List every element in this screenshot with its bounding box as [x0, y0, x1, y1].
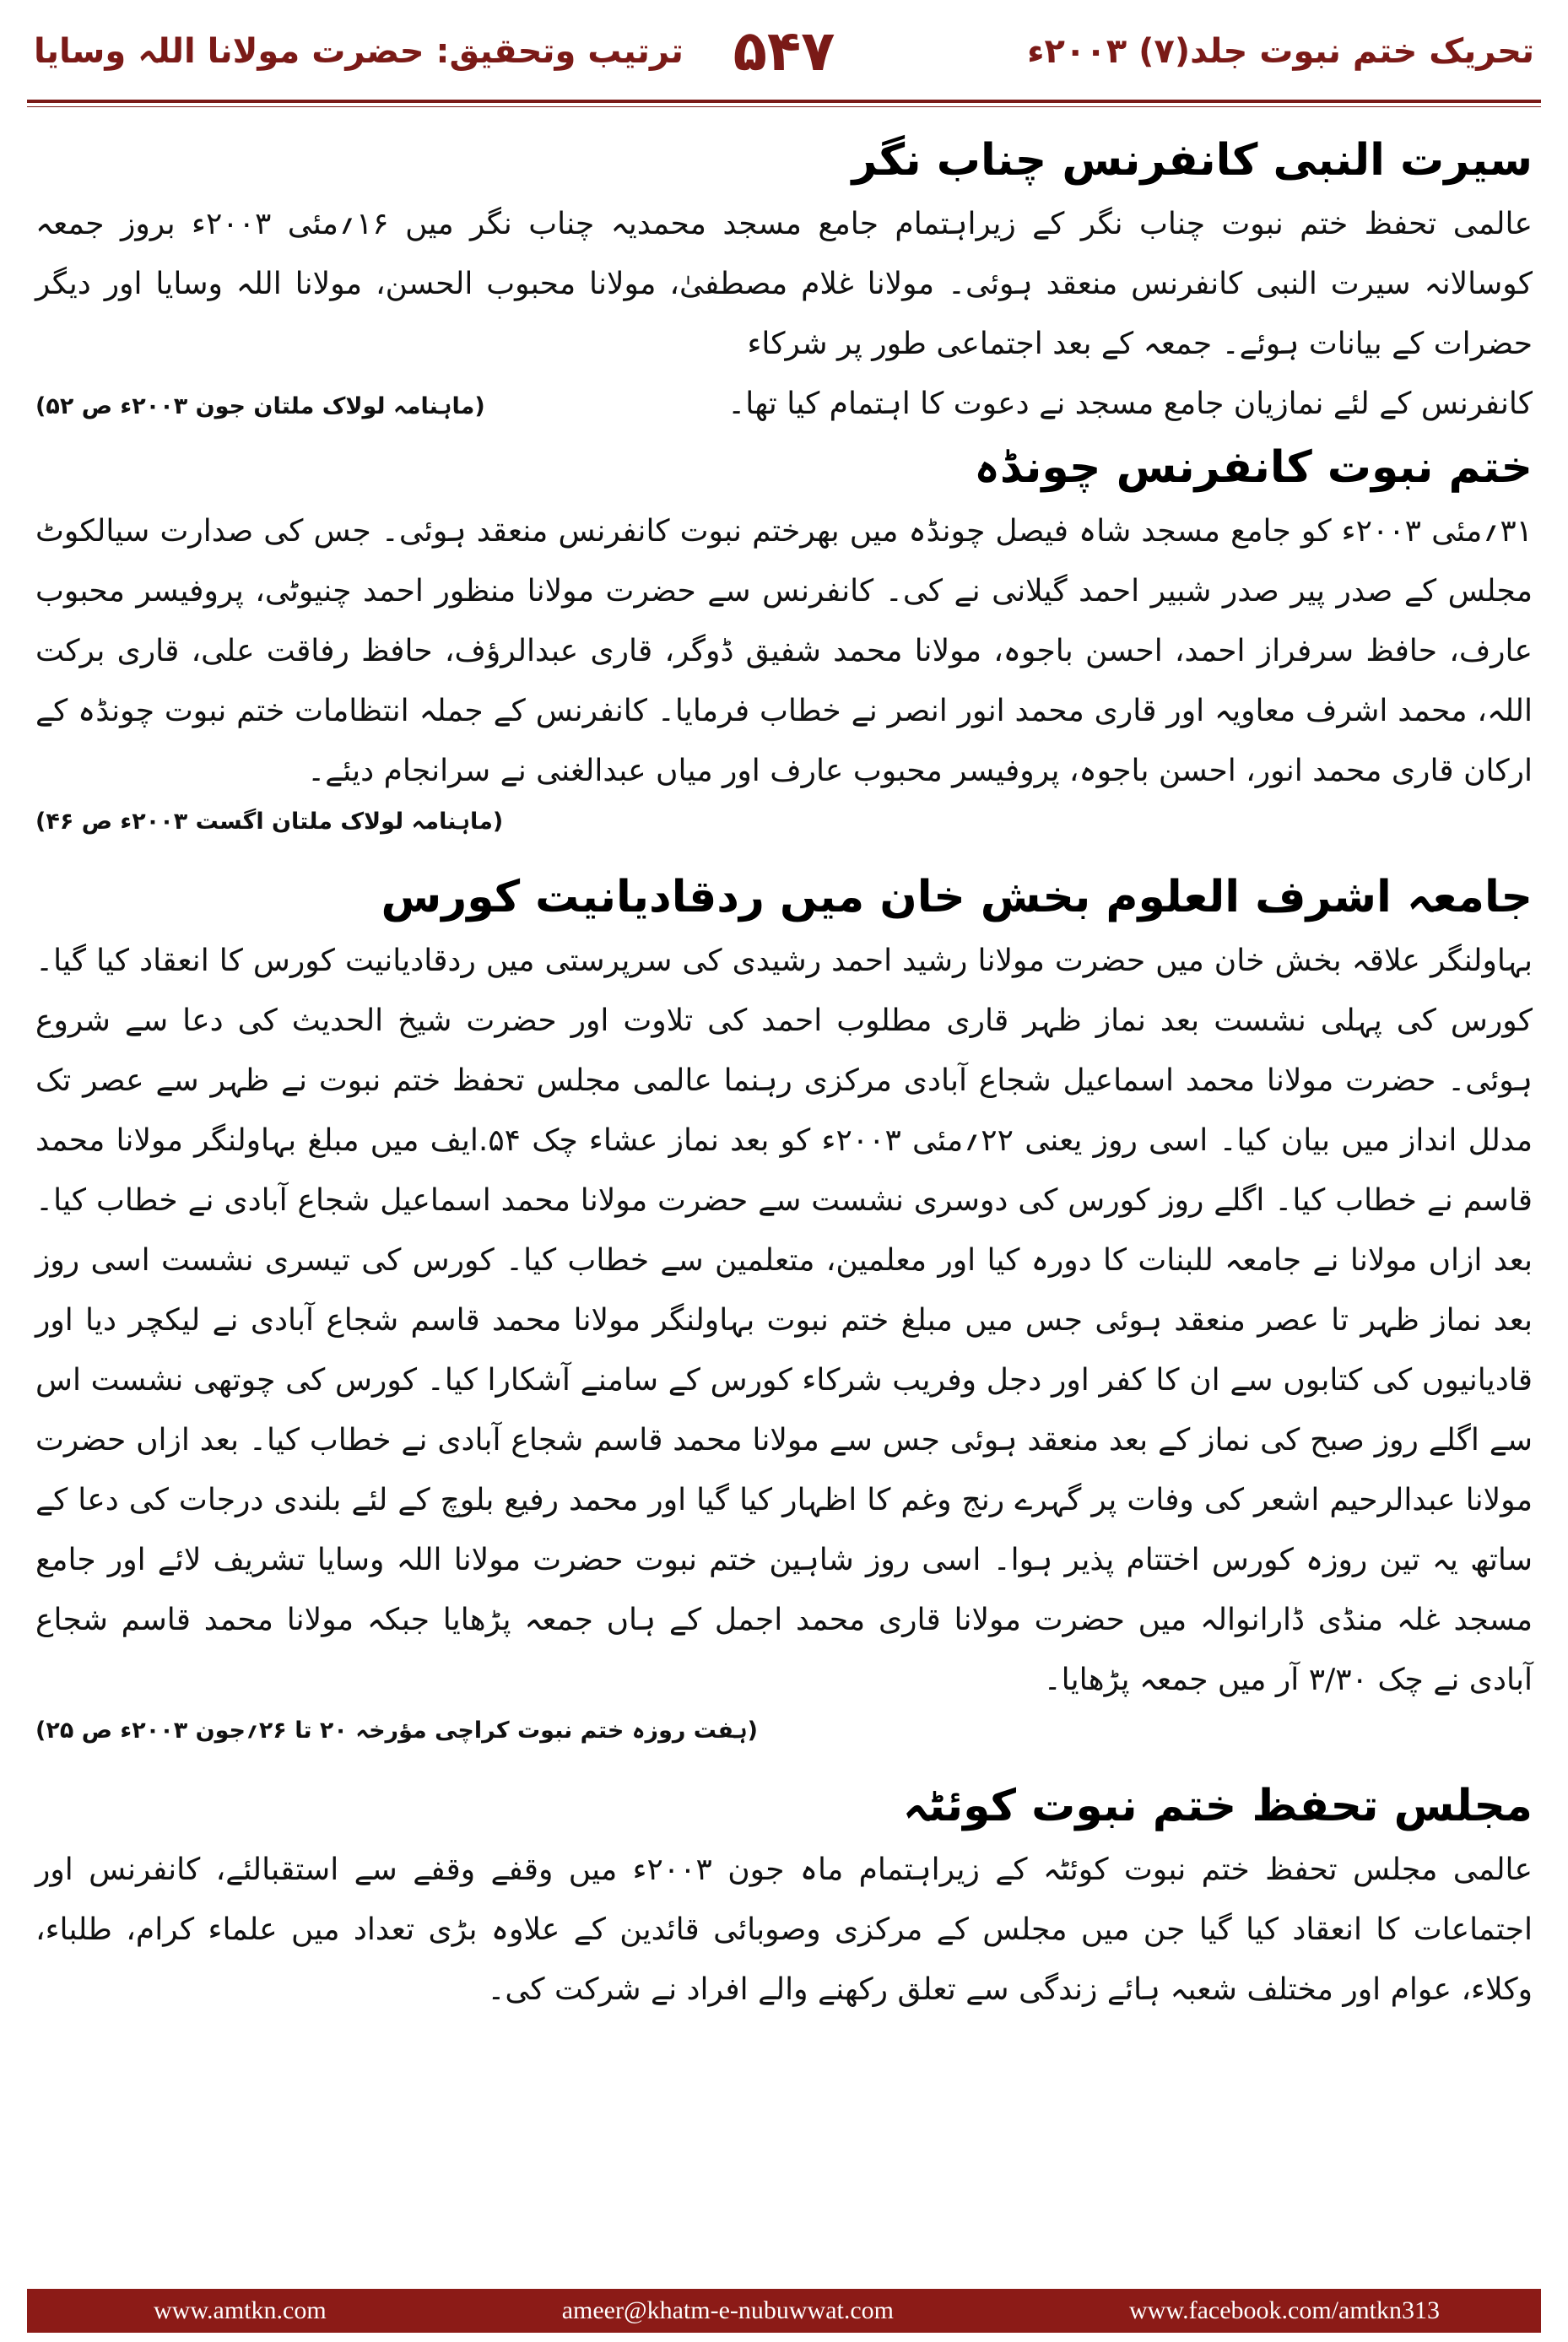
- email-link[interactable]: ameer@khatm-e-nubuwwat.com: [561, 2296, 895, 2324]
- section-seerat-conference: [35, 127, 1533, 434]
- section-heading: ختم نبوت کانفرنس چونڈہ: [974, 442, 1533, 493]
- page-footer: [27, 2289, 1541, 2333]
- section-heading: سیرت النبی کانفرنس چناب نگر: [852, 135, 1533, 186]
- section-heading: جامعہ اشرف العلوم بخش خان میں ردقادیانیت کورس: [381, 872, 1533, 922]
- section-paragraph: عالمی مجلس تحفظ ختم نبوت کوئٹہ کے زیراہتمام ماہ جون ۲۰۰۳ء میں وقفے وقفے سے استقبالئے، کانفرنس اور اجتماعات کا انعقاد کیا گیا جن میں مجلس کے مرکزی وصوبائی قائدین کے علاوہ بڑی تعداد میں علماء کرام، طلباء، وکلاء، عوام اور مختلف شعبہ ہائے زندگی سے تعلق رکھنے والے افراد نے شرکت کی۔: [35, 1853, 1533, 2007]
- page-number: ۵۴۷: [733, 19, 835, 84]
- last-line-with-reference: [35, 374, 1533, 434]
- website-link[interactable]: www.amtkn.com: [154, 2296, 327, 2324]
- book-title: تحریک ختم نبوت جلد(۷) ۲۰۰۳ء: [1027, 32, 1534, 71]
- section-course: [35, 863, 1533, 1752]
- header-divider: [27, 100, 1541, 103]
- source-reference: (ماہنامہ لولاک ملتان اگست ۲۰۰۳ء ص ۴۶): [35, 809, 504, 835]
- section-paragraph-last-line: کانفرنس کے لئے نمازیان جامع مسجد نے دعوت کا اہتمام کیا تھا۔: [727, 387, 1533, 421]
- section-paragraph: ۳۱؍مئی ۲۰۰۳ء کو جامع مسجد شاہ فیصل چونڈہ میں بھرختم نبوت کانفرنس منعقد ہوئی۔ جس کی صدارت سیالکوٹ مجلس کے صدر پیر صدر شبیر احمد گیلانی نے کی۔ کانفرنس سے حضرت مولانا منظور احمد چنیوٹی، پروفیسر محبوب عارف، حافظ سرفراز احمد، احسن باجوہ، مولانا محمد شفیق ڈوگر، قاری عبدالرؤف، حافظ رفاقت علی، قاری برکت اللہ، محمد اشرف معاویہ اور قاری محمد انور انصر نے خطاب فرمایا۔ کانفرنس کے جملہ انتظامات ختم نبوت چونڈہ کے ارکان قاری محمد انور، احسن باجوہ، پروفیسر محبوب عارف اور میاں عبدالغنی نے سرانجام دیئے۔: [35, 514, 1533, 788]
- page-content: [35, 127, 1533, 2253]
- spacer: [35, 848, 1533, 863]
- compiler-credit: ترتیب وتحقیق: حضرت مولانا اللہ وسایا: [34, 32, 684, 71]
- page-header: [0, 0, 1568, 120]
- source-reference: (ماہنامہ لولاک ملتان جون ۲۰۰۳ء ص ۵۲): [35, 393, 485, 419]
- section-heading: مجلس تحفظ ختم نبوت کوئٹہ: [902, 1781, 1533, 1831]
- section-quetta: [35, 1772, 1533, 2020]
- header-divider-thin: [27, 106, 1541, 107]
- source-reference: (ہفت روزہ ختم نبوت کراچی مؤرخہ ۲۰ تا ۲۶؍جون ۲۰۰۳ء ص ۲۵): [35, 1717, 758, 1744]
- section-paragraph: بہاولنگر علاقہ بخش خان میں حضرت مولانا رشید احمد رشیدی کی سرپرستی میں ردقادیانیت کورس کا انعقاد کیا گیا۔ کورس کی پہلی نشست بعد نماز ظہر قاری مطلوب احمد کی تلاوت اور حضرت شیخ الحدیث کی دعا سے شروع ہوئی۔ حضرت مولانا محمد اسماعیل شجاع آبادی مرکزی رہنما عالمی مجلس تحفظ ختم نبوت نے ظہر سے عصر تک مدلل انداز میں بیان کیا۔ اسی روز یعنی ۲۲؍مئی ۲۰۰۳ء کو بعد نماز عشاء چک ۵۴.ایف میں مبلغ بہاولنگر مولانا محمد قاسم نے خطاب کیا۔ اگلے روز کورس کی دوسری نشست سے حضرت مولانا محمد اسماعیل شجاع آبادی نے خطاب کیا۔ بعد ازاں مولانا نے جامعہ للبنات کا دورہ کیا اور معلمین، متعلمین سے خطاب کیا۔ کورس کی تیسری نشست اسی روز بعد نماز ظہر تا عصر منعقد ہوئی جس میں مبلغ ختم نبوت بہاولنگر مولانا محمد قاسم شجاع آبادی نے لیکچر دیا اور قادیانیوں کی کتابوں سے ان کا کفر اور دجل وفریب شرکاء کورس کے سامنے آشکارا کیا۔ کورس کی چوتھی نشست اس سے اگلے روز صبح کی نماز کے بعد منعقد ہوئی جس سے مولانا محمد قاسم شجاع آبادی نے خطاب کیا۔ بعد ازاں حضرت مولانا عبدالرحیم اشعر کی وفات پر گہرے رنج وغم کا اظہار کیا گیا اور محمد رفیع بلوچ کے لئے بلندی درجات کی دعا کے ساتھ یہ تین روزہ کورس اختتام پذیر ہوا۔ اسی روز شاہین ختم نبوت حضرت مولانا اللہ وسایا تشریف لائے اور جامع مسجد غلہ منڈی ڈارانوالہ میں حضرت مولانا قاری محمد اجمل کے ہاں جمعہ پڑھایا جبکہ مولانا محمد قاسم شجاع آبادی نے چک ۳/۳۰ آر میں جمعہ پڑھایا۔: [35, 944, 1533, 1697]
- section-paragraph: عالمی تحفظ ختم نبوت چناب نگر کے زیراہتمام جامع مسجد محمدیہ چناب نگر میں ۱۶؍مئی ۲۰۰۳ء بروز جمعہ کوسالانہ سیرت النبی کانفرنس منعقد ہوئی۔ مولانا غلام مصطفیٰ، مولانا محبوب الحسن، مولانا اللہ وسایا اور دیگر حضرات کے بیانات ہوئے۔ جمعہ کے بعد اجتماعی طور پر شرکاء: [35, 207, 1533, 361]
- section-chawinda-conference: [35, 434, 1533, 843]
- spacer: [35, 1757, 1533, 1772]
- facebook-link[interactable]: www.facebook.com/amtkn313: [1129, 2296, 1440, 2324]
